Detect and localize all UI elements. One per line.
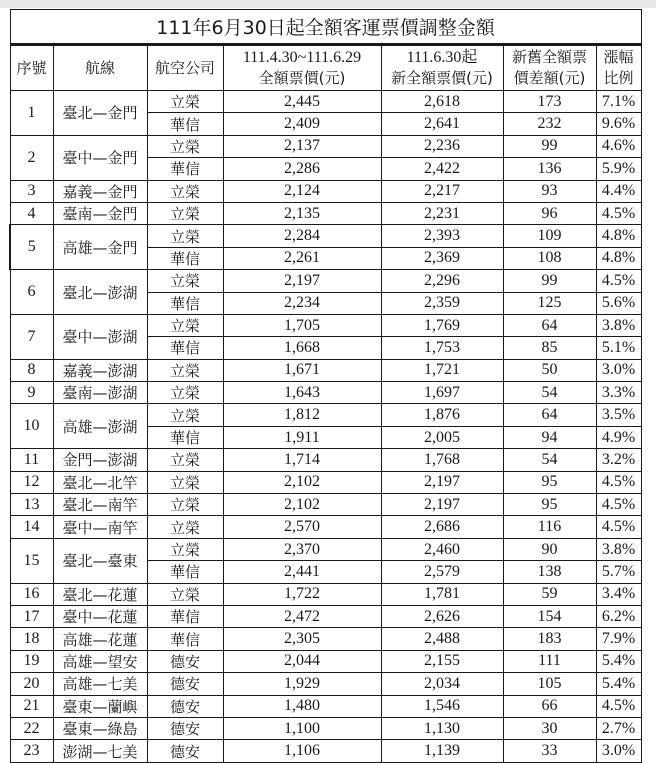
row-old-price: 2,102: [223, 494, 381, 516]
row-old-price: 2,472: [223, 605, 381, 627]
row-new-price: 1,130: [381, 717, 503, 739]
row-price-diff: 173: [503, 91, 596, 113]
table-row: [10, 673, 641, 695]
table-row: [10, 359, 641, 381]
row-seq: 2: [10, 135, 53, 180]
table-row: [10, 740, 641, 762]
row-new-price: 2,236: [381, 135, 503, 157]
row-old-price: 1,100: [223, 717, 381, 739]
row-old-price: 1,480: [223, 695, 381, 717]
row-new-price: 1,139: [381, 740, 503, 762]
row-price-diff: 108: [503, 247, 596, 269]
row-seq: 6: [10, 270, 53, 315]
row-price-diff: 90: [503, 538, 596, 560]
table-row: [10, 516, 641, 538]
row-increase-pct: 4.5%: [596, 270, 641, 292]
row-old-price: 2,102: [223, 471, 381, 493]
table-row: [10, 494, 641, 516]
row-seq: 3: [10, 180, 53, 202]
row-increase-pct: 7.1%: [596, 91, 641, 113]
row-price-diff: 136: [503, 158, 596, 180]
row-seq: 8: [10, 359, 53, 381]
row-new-price: 2,488: [381, 628, 503, 650]
header-diff-line2: 價差額(元): [513, 69, 586, 87]
row-increase-pct: 7.9%: [596, 628, 641, 650]
row-new-price: 2,626: [381, 605, 503, 627]
row-airline: 德安: [147, 650, 223, 672]
row-price-diff: 54: [503, 449, 596, 471]
row-old-price: 1,714: [223, 449, 381, 471]
row-increase-pct: 3.8%: [596, 314, 641, 336]
row-new-price: 2,005: [381, 426, 503, 448]
row-increase-pct: 3.8%: [596, 538, 641, 560]
row-airline: 立榮: [147, 583, 223, 605]
row-price-diff: 66: [503, 695, 596, 717]
row-old-price: 1,705: [223, 314, 381, 336]
row-old-price: 2,234: [223, 292, 381, 314]
header-airline: 航空公司: [147, 45, 223, 91]
row-new-price: 1,697: [381, 382, 503, 404]
row-old-price: 2,284: [223, 225, 381, 247]
table-row: [10, 471, 641, 493]
row-route: 臺中—花蓮: [53, 605, 147, 627]
row-increase-pct: 5.1%: [596, 337, 641, 359]
row-seq: 14: [10, 516, 53, 538]
row-airline: 華信: [147, 292, 223, 314]
row-seq: 21: [10, 695, 53, 717]
row-airline: 華信: [147, 158, 223, 180]
row-price-diff: 30: [503, 717, 596, 739]
row-airline: 立榮: [147, 404, 223, 426]
row-seq: 7: [10, 314, 53, 359]
row-price-diff: 232: [503, 113, 596, 135]
row-old-price: 2,305: [223, 628, 381, 650]
row-new-price: 2,686: [381, 516, 503, 538]
row-price-diff: 138: [503, 561, 596, 583]
row-route: 臺中—金門: [53, 135, 147, 180]
row-airline: 德安: [147, 673, 223, 695]
row-airline: 華信: [147, 561, 223, 583]
row-route: 高雄—望安: [53, 650, 147, 672]
row-increase-pct: 4.4%: [596, 180, 641, 202]
row-route: 臺南—金門: [53, 202, 147, 224]
row-seq: 16: [10, 583, 53, 605]
row-increase-pct: 5.6%: [596, 292, 641, 314]
row-airline: 立榮: [147, 494, 223, 516]
row-route: 臺北—澎湖: [53, 270, 147, 315]
row-new-price: 2,579: [381, 561, 503, 583]
row-airline: 立榮: [147, 270, 223, 292]
row-new-price: 1,781: [381, 583, 503, 605]
row-new-price: 2,197: [381, 494, 503, 516]
row-new-price: 2,197: [381, 471, 503, 493]
row-airline: 華信: [147, 337, 223, 359]
row-increase-pct: 3.0%: [596, 359, 641, 381]
row-increase-pct: 3.3%: [596, 382, 641, 404]
row-seq: 20: [10, 673, 53, 695]
row-increase-pct: 5.7%: [596, 561, 641, 583]
row-route: 臺東—蘭嶼: [53, 695, 147, 717]
row-airline: 立榮: [147, 449, 223, 471]
fare-table: [9, 9, 642, 763]
row-old-price: 2,044: [223, 650, 381, 672]
row-route: 臺北—花蓮: [53, 583, 147, 605]
row-airline: 立榮: [147, 516, 223, 538]
row-old-price: 1,671: [223, 359, 381, 381]
row-route: 臺中—南竿: [53, 516, 147, 538]
row-old-price: 2,197: [223, 270, 381, 292]
row-route: 高雄—澎湖: [53, 404, 147, 449]
row-price-diff: 99: [503, 135, 596, 157]
row-old-price: 2,370: [223, 538, 381, 560]
row-route: 臺東—綠島: [53, 717, 147, 739]
row-airline: 立榮: [147, 382, 223, 404]
row-new-price: 2,369: [381, 247, 503, 269]
header-diff-line1: 新舊全額票: [511, 48, 587, 66]
row-airline: 德安: [147, 695, 223, 717]
row-increase-pct: 4.8%: [596, 225, 641, 247]
header-old-price-period: 111.4.30~111.6.29: [242, 49, 362, 66]
row-old-price: 2,570: [223, 516, 381, 538]
table-row: [10, 202, 641, 224]
row-old-price: 1,106: [223, 740, 381, 762]
row-new-price: 1,768: [381, 449, 503, 471]
header-diff: [503, 45, 596, 91]
row-increase-pct: 5.9%: [596, 158, 641, 180]
row-new-price: 2,034: [381, 673, 503, 695]
row-seq: 10: [10, 404, 53, 449]
row-increase-pct: 5.4%: [596, 673, 641, 695]
table-row: [10, 270, 641, 292]
row-route: 臺北—金門: [53, 91, 147, 136]
row-price-diff: 54: [503, 382, 596, 404]
row-new-price: 1,876: [381, 404, 503, 426]
row-route: 金門—澎湖: [53, 449, 147, 471]
row-seq: 4: [10, 202, 53, 224]
row-increase-pct: 4.8%: [596, 247, 641, 269]
row-increase-pct: 3.0%: [596, 740, 641, 762]
row-old-price: 2,286: [223, 158, 381, 180]
table-row: [10, 91, 641, 113]
row-airline: 立榮: [147, 202, 223, 224]
row-route: 臺北—北竿: [53, 471, 147, 493]
row-seq: 15: [10, 538, 53, 583]
row-airline: 立榮: [147, 91, 223, 113]
row-seq: 13: [10, 494, 53, 516]
row-route: 高雄—花蓮: [53, 628, 147, 650]
row-airline: 華信: [147, 605, 223, 627]
row-airline: 華信: [147, 113, 223, 135]
row-airline: 立榮: [147, 538, 223, 560]
header-old-price: [223, 45, 381, 91]
header-new-price-label: 新全額票價(元): [391, 69, 493, 87]
row-airline: 華信: [147, 628, 223, 650]
table-row: [10, 717, 641, 739]
row-price-diff: 111: [503, 650, 596, 672]
row-route: 高雄—七美: [53, 673, 147, 695]
table-row: [10, 538, 641, 560]
row-new-price: 2,231: [381, 202, 503, 224]
table-row: [10, 382, 641, 404]
row-old-price: 2,441: [223, 561, 381, 583]
row-new-price: 1,769: [381, 314, 503, 336]
header-pct-line2: 比例: [603, 69, 634, 87]
row-increase-pct: 5.4%: [596, 650, 641, 672]
row-price-diff: 59: [503, 583, 596, 605]
row-price-diff: 33: [503, 740, 596, 762]
table-title: 111年6月30日起全額客運票價調整金額: [10, 10, 641, 45]
header-row: [10, 45, 641, 91]
header-new-price: [381, 45, 503, 91]
row-route: 臺北—南竿: [53, 494, 147, 516]
row-airline: 德安: [147, 740, 223, 762]
row-increase-pct: 3.4%: [596, 583, 641, 605]
row-price-diff: 85: [503, 337, 596, 359]
row-old-price: 2,261: [223, 247, 381, 269]
row-price-diff: 95: [503, 471, 596, 493]
row-price-diff: 183: [503, 628, 596, 650]
row-route: 臺南—澎湖: [53, 382, 147, 404]
row-old-price: 2,135: [223, 202, 381, 224]
row-price-diff: 125: [503, 292, 596, 314]
row-price-diff: 94: [503, 426, 596, 448]
row-seq: 23: [10, 740, 53, 762]
row-new-price: 2,359: [381, 292, 503, 314]
row-new-price: 2,393: [381, 225, 503, 247]
row-new-price: 1,753: [381, 337, 503, 359]
row-seq: 22: [10, 717, 53, 739]
header-route: 航線: [53, 45, 147, 91]
row-seq: 17: [10, 605, 53, 627]
row-route: 臺北—臺東: [53, 538, 147, 583]
row-airline: 立榮: [147, 471, 223, 493]
row-old-price: 2,124: [223, 180, 381, 202]
row-increase-pct: 4.9%: [596, 426, 641, 448]
table-row: [10, 404, 641, 426]
row-increase-pct: 9.6%: [596, 113, 641, 135]
row-old-price: 1,722: [223, 583, 381, 605]
header-seq: 序號: [10, 45, 53, 91]
fare-adjustment-document: [9, 9, 640, 763]
table-body: [10, 91, 641, 763]
row-route: 澎湖—七美: [53, 740, 147, 762]
row-price-diff: 50: [503, 359, 596, 381]
row-seq: 9: [10, 382, 53, 404]
row-price-diff: 99: [503, 270, 596, 292]
row-increase-pct: 4.5%: [596, 516, 641, 538]
row-increase-pct: 4.5%: [596, 471, 641, 493]
row-price-diff: 105: [503, 673, 596, 695]
row-new-price: 1,721: [381, 359, 503, 381]
header-pct-line1: 漲幅: [603, 48, 634, 66]
table-row: [10, 583, 641, 605]
table-row: [10, 180, 641, 202]
row-increase-pct: 2.7%: [596, 717, 641, 739]
row-price-diff: 93: [503, 180, 596, 202]
row-new-price: 2,641: [381, 113, 503, 135]
row-airline: 華信: [147, 247, 223, 269]
row-old-price: 1,929: [223, 673, 381, 695]
row-seq: 18: [10, 628, 53, 650]
row-increase-pct: 4.5%: [596, 202, 641, 224]
row-increase-pct: 4.6%: [596, 135, 641, 157]
row-price-diff: 96: [503, 202, 596, 224]
row-old-price: 1,668: [223, 337, 381, 359]
header-old-price-label: 全額票價(元): [258, 69, 346, 87]
table-row: [10, 628, 641, 650]
row-seq: 19: [10, 650, 53, 672]
row-airline: 德安: [147, 717, 223, 739]
row-new-price: 2,217: [381, 180, 503, 202]
row-price-diff: 64: [503, 314, 596, 336]
row-old-price: 2,409: [223, 113, 381, 135]
row-price-diff: 154: [503, 605, 596, 627]
header-pct: [596, 45, 641, 91]
table-row: [10, 314, 641, 336]
row-airline: 立榮: [147, 359, 223, 381]
row-new-price: 2,296: [381, 270, 503, 292]
row-new-price: 2,422: [381, 158, 503, 180]
row-new-price: 2,155: [381, 650, 503, 672]
table-row: [10, 650, 641, 672]
row-airline: 華信: [147, 426, 223, 448]
header-new-price-date: 111.6.30起: [406, 49, 478, 66]
row-increase-pct: 3.5%: [596, 404, 641, 426]
row-seq: 12: [10, 471, 53, 493]
row-old-price: 2,137: [223, 135, 381, 157]
top-margin-band: [0, 0, 656, 8]
row-increase-pct: 4.5%: [596, 695, 641, 717]
table-row: [10, 225, 641, 247]
row-route: 高雄—金門: [53, 225, 147, 270]
row-airline: 立榮: [147, 314, 223, 336]
row-increase-pct: 3.2%: [596, 449, 641, 471]
row-increase-pct: 6.2%: [596, 605, 641, 627]
row-route: 臺中—澎湖: [53, 314, 147, 359]
row-old-price: 1,812: [223, 404, 381, 426]
table-row: [10, 449, 641, 471]
row-price-diff: 116: [503, 516, 596, 538]
row-seq: 1: [10, 91, 53, 136]
row-airline: 立榮: [147, 225, 223, 247]
row-price-diff: 95: [503, 494, 596, 516]
row-new-price: 2,460: [381, 538, 503, 560]
row-old-price: 2,445: [223, 91, 381, 113]
row-airline: 立榮: [147, 135, 223, 157]
row-route: 嘉義—金門: [53, 180, 147, 202]
row-route: 嘉義—澎湖: [53, 359, 147, 381]
row-old-price: 1,643: [223, 382, 381, 404]
row-new-price: 1,546: [381, 695, 503, 717]
row-seq: 11: [10, 449, 53, 471]
table-row: [10, 605, 641, 627]
row-price-diff: 64: [503, 404, 596, 426]
row-seq: 5: [10, 225, 53, 270]
row-new-price: 2,618: [381, 91, 503, 113]
row-price-diff: 109: [503, 225, 596, 247]
row-old-price: 1,911: [223, 426, 381, 448]
row-increase-pct: 4.5%: [596, 494, 641, 516]
row-airline: 立榮: [147, 180, 223, 202]
table-row: [10, 695, 641, 717]
table-row: [10, 135, 641, 157]
